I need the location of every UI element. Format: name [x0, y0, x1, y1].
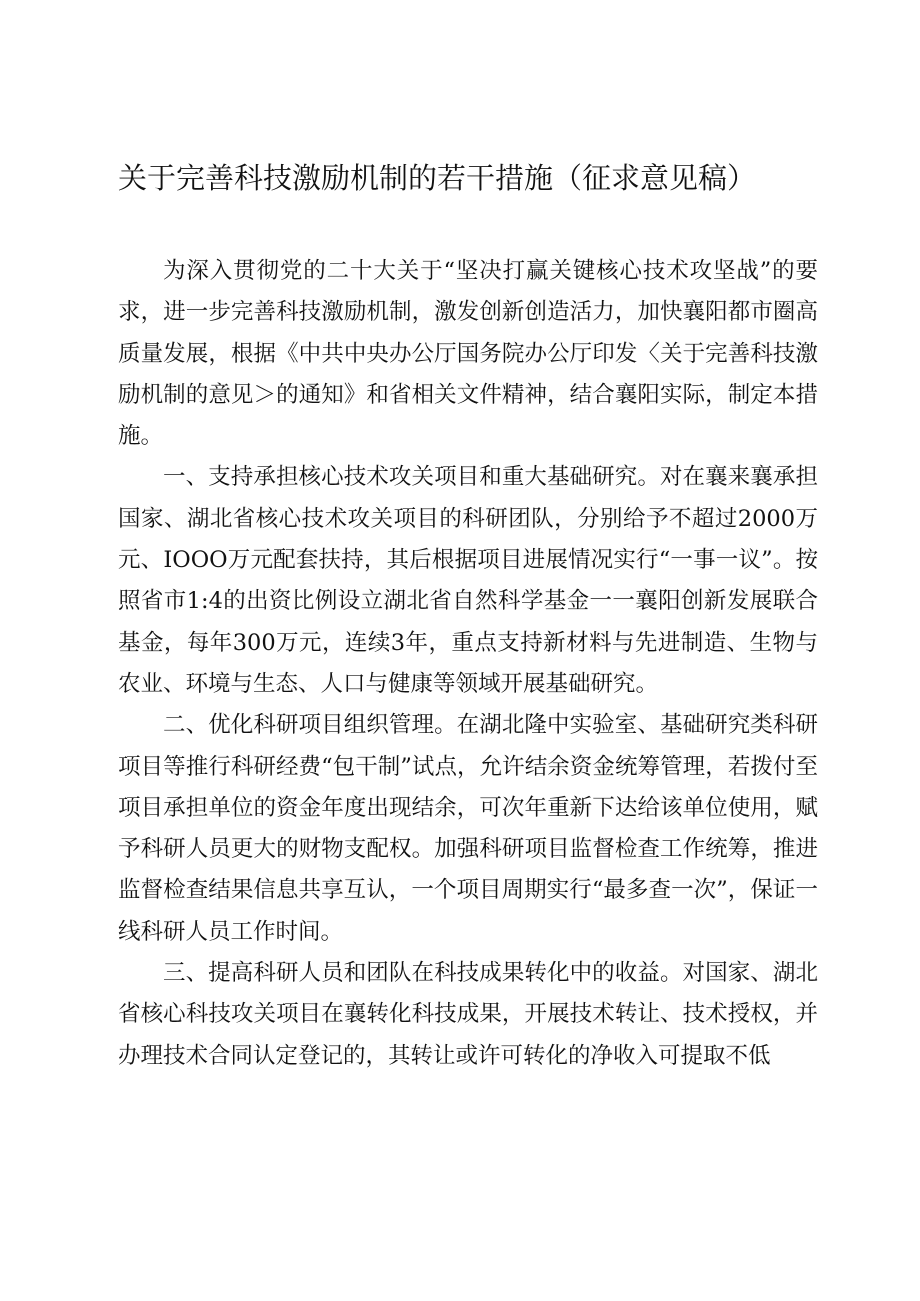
- paragraph-item-2: 二、优化科研项目组织管理。在湖北隆中实验室、基础研究类科研项目等推行科研经费“包干制”试点，允许结余资金统筹管理，若拨付至项目承担单位的资金年度出现结余，可次年重新下达给该单位使用，赋予科研人员更大的财物支配权。加强科研项目监督检查工作统筹，推进监督检查结果信息共享互认，一个项目周期实行“最多查一次”，保证一线科研人员工作时间。: [118, 712, 818, 945]
- paragraph-preamble: 为深入贯彻党的二十大关于“坚决打赢关键核心技术攻坚战”的要求，进一步完善科技激励机制，激发创新创造活力，加快襄阳都市圈高质量发展，根据《中共中央办公厅国务院办公厅印发〈关于完善科技激励机制的意见＞的通知》和省相关文件精神，结合襄阳实际，制定本措施。: [118, 258, 818, 450]
- paragraph-item-1: 一、支持承担核心技术攻关项目和重大基础研究。对在襄来襄承担国家、湖北省核心技术攻关项目的科研团队，分别给予不超过2000万元、IOOO万元配套扶持，其后根据项目进展情况实行“一事一议”。按照省市1:4的出资比例设立湖北省自然科学基金一一襄阳创新发展联合基金，每年300万元，连续3年，重点支持新材料与先进制造、生物与农业、环境与生态、人口与健康等领域开展基础研究。: [118, 464, 818, 697]
- document-title: 关于完善科技激励机制的若干措施（征求意见稿）: [118, 161, 757, 195]
- document-body: [118, 251, 818, 1077]
- paragraph-item-3: 三、提高科研人员和团队在科技成果转化中的收益。对国家、湖北省核心科技攻关项目在襄转化科技成果，开展技术转让、技术授权，并办理技术合同认定登记的，其转让或许可转化的净收入可提取不低: [118, 960, 818, 1069]
